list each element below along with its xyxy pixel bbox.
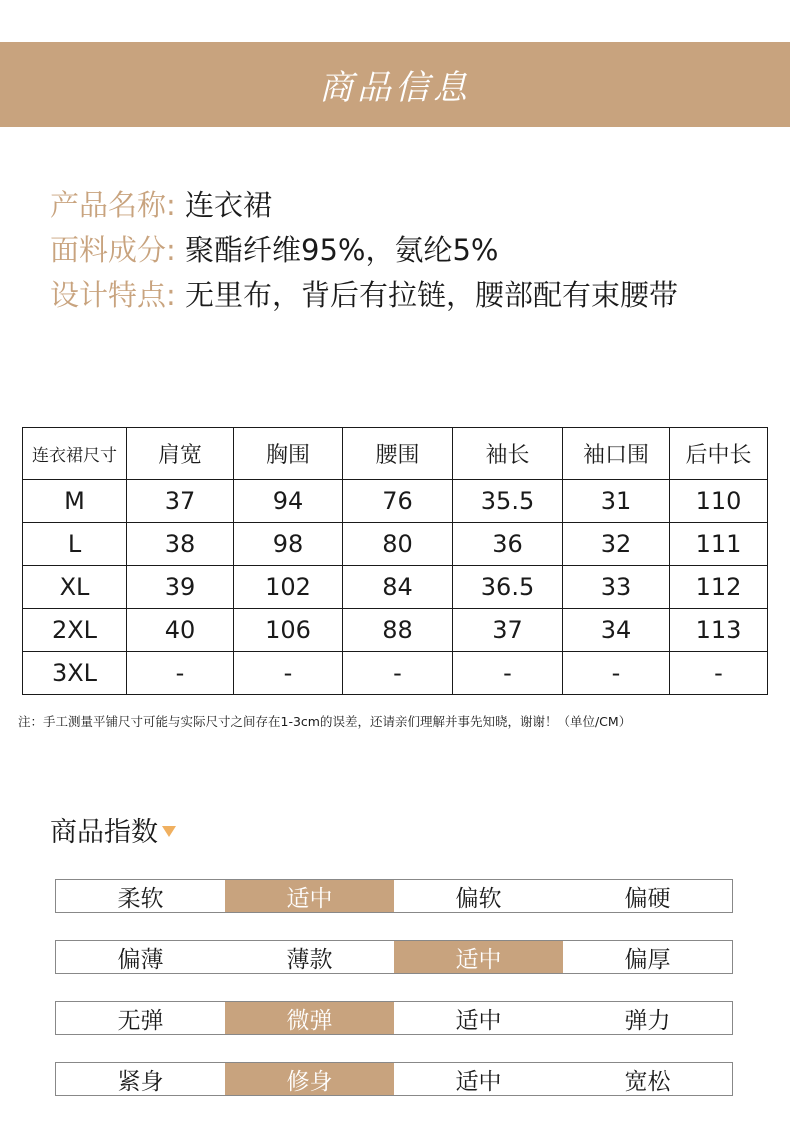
index-option: 适中 — [455, 1007, 502, 1034]
table-cell: 38 — [127, 523, 234, 566]
info-value: 聚酯纤维95%，氨纶5% — [185, 233, 499, 267]
table-cell: 84 — [343, 566, 453, 609]
table-row — [23, 609, 768, 652]
table-cell: 98 — [234, 523, 343, 566]
table-cell: - — [453, 652, 563, 695]
table-cell: 36.5 — [453, 566, 563, 609]
table-cell: - — [127, 652, 234, 695]
table-cell: 33 — [563, 566, 670, 609]
index-option-selected: 适中 — [225, 880, 394, 912]
table-cell: 80 — [343, 523, 453, 566]
index-option: 宽松 — [624, 1068, 671, 1095]
index-scale-row — [55, 879, 733, 913]
index-heading — [50, 810, 176, 849]
table-cell: 34 — [563, 609, 670, 652]
table-cell: - — [234, 652, 343, 695]
index-option-selected: 微弹 — [225, 1002, 394, 1034]
measurement-note: 注：手工测量平铺尺寸可能与实际尺寸之间存在1-3cm的误差，还请亲们理解并事先知晓，谢谢！（单位/CM） — [18, 714, 632, 729]
triangle-down-icon — [162, 826, 176, 837]
table-cell: 76 — [343, 480, 453, 523]
table-row — [23, 566, 768, 609]
index-option: 偏软 — [455, 885, 502, 912]
table-cell: 36 — [453, 523, 563, 566]
table-cell: 39 — [127, 566, 234, 609]
table-cell: 32 — [563, 523, 670, 566]
table-cell: 102 — [234, 566, 343, 609]
table-cell: 110 — [670, 480, 768, 523]
index-option-selected: 修身 — [225, 1063, 394, 1095]
table-cell: - — [670, 652, 768, 695]
info-value: 连衣裙 — [185, 188, 273, 222]
index-scale-row — [55, 940, 733, 974]
index-option: 适中 — [455, 1068, 502, 1095]
info-value: 无里布，背后有拉链，腰部配有束腰带 — [185, 278, 679, 312]
table-header-cell: 腰围 — [343, 428, 453, 480]
table-cell: 113 — [670, 609, 768, 652]
index-option: 偏硬 — [624, 885, 671, 912]
index-option: 偏薄 — [117, 946, 164, 973]
info-row-design — [50, 273, 678, 318]
table-cell: 31 — [563, 480, 670, 523]
size-label-cell: 3XL — [23, 652, 127, 695]
size-label-cell: XL — [23, 566, 127, 609]
table-cell: 37 — [127, 480, 234, 523]
size-table — [22, 427, 768, 695]
table-cell: 94 — [234, 480, 343, 523]
info-label: 产品名称: — [50, 188, 176, 222]
table-cell: 112 — [670, 566, 768, 609]
index-option: 无弹 — [117, 1007, 164, 1034]
table-header-cell: 后中长 — [670, 428, 768, 480]
banner-title: 商品信息 — [319, 68, 471, 108]
index-option: 薄款 — [286, 946, 333, 973]
table-header-cell: 连衣裙尺寸 — [23, 428, 127, 480]
index-option: 紧身 — [117, 1068, 164, 1095]
info-label: 面料成分: — [50, 233, 176, 267]
index-scale-row — [55, 1062, 733, 1096]
size-label-cell: L — [23, 523, 127, 566]
table-cell: 35.5 — [453, 480, 563, 523]
index-option: 偏厚 — [624, 946, 671, 973]
index-title: 商品指数 — [50, 817, 158, 848]
table-row — [23, 652, 768, 695]
table-cell: 106 — [234, 609, 343, 652]
index-option-selected: 适中 — [394, 941, 563, 973]
index-scale-row — [55, 1001, 733, 1035]
table-header-cell: 袖口围 — [563, 428, 670, 480]
table-cell: 111 — [670, 523, 768, 566]
table-header-cell: 袖长 — [453, 428, 563, 480]
table-cell: - — [563, 652, 670, 695]
size-label-cell: 2XL — [23, 609, 127, 652]
info-row-name — [50, 183, 678, 228]
table-header-cell: 胸围 — [234, 428, 343, 480]
info-label: 设计特点: — [50, 278, 176, 312]
table-cell: - — [343, 652, 453, 695]
size-label-cell: M — [23, 480, 127, 523]
index-option: 弹力 — [624, 1007, 671, 1034]
table-row — [23, 523, 768, 566]
product-info — [50, 183, 678, 318]
table-cell: 40 — [127, 609, 234, 652]
table-header-row — [23, 428, 768, 480]
index-option: 柔软 — [117, 885, 164, 912]
table-cell: 88 — [343, 609, 453, 652]
table-header-cell: 肩宽 — [127, 428, 234, 480]
header-banner — [0, 42, 790, 127]
info-row-fabric — [50, 228, 678, 273]
table-row — [23, 480, 768, 523]
table-cell: 37 — [453, 609, 563, 652]
